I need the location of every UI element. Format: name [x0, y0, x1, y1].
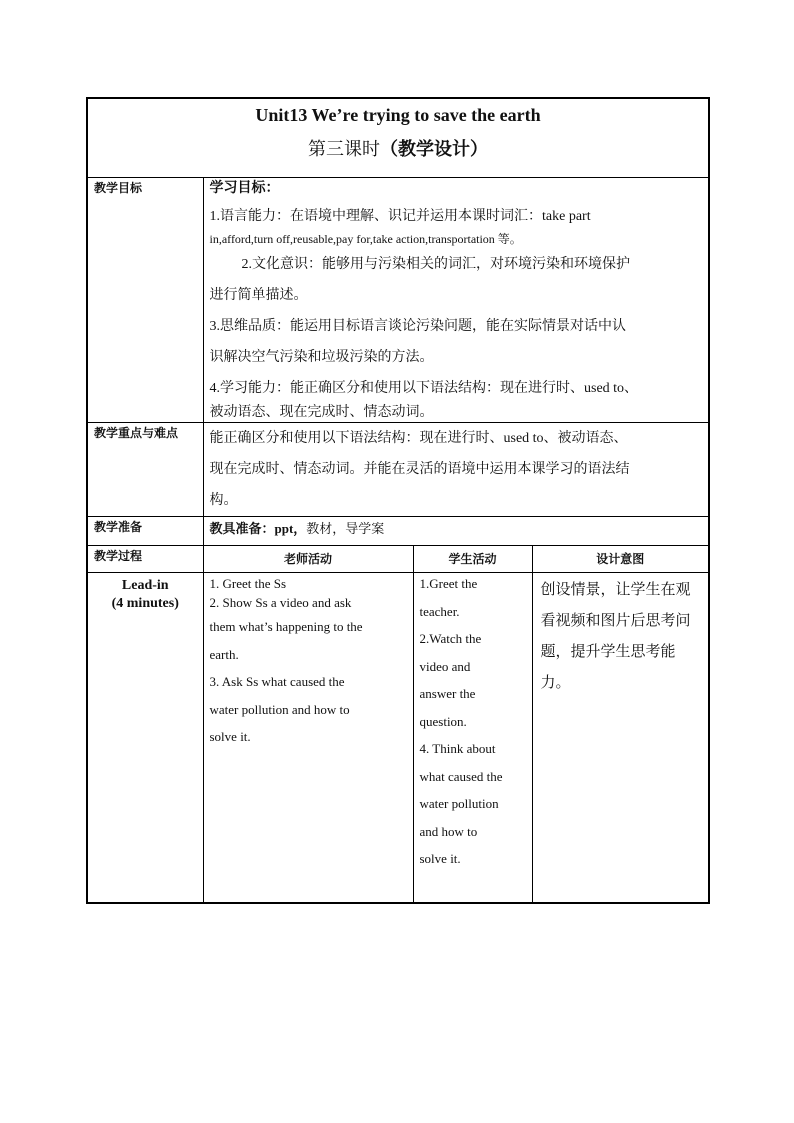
leadin-teacher-cell	[203, 573, 413, 903]
focus-row	[87, 423, 709, 517]
title-chinese-plain: 第三课时	[308, 139, 381, 159]
leadin-student-cell	[413, 573, 532, 903]
focus-line-3: 构。	[209, 493, 238, 508]
title-chinese	[88, 137, 708, 161]
design-intent-header: 设计意图	[532, 546, 709, 573]
teacher-line-5: 3. Ask Ss what caused the	[209, 674, 345, 689]
objectives-row	[87, 178, 709, 423]
title-english: Unit13 We’re trying to save the earth	[255, 105, 541, 125]
title-chinese-bold: （教学设计）	[380, 139, 489, 159]
objectives-content	[203, 178, 709, 423]
lesson-plan-table	[86, 97, 710, 904]
objective-2-line-b: 进行简单描述。	[209, 288, 308, 303]
teacher-line-6: water pollution and how to	[209, 701, 350, 717]
student-line-11: solve it.	[419, 851, 461, 866]
objectives-label: 教学目标	[87, 178, 203, 423]
preparation-rest: 教材，导学案	[306, 521, 385, 536]
preparation-row	[87, 517, 709, 546]
preparation-bold: 教具准备：ppt，	[209, 521, 307, 536]
teacher-line-2: 2. Show Ss a video and ask	[209, 595, 352, 610]
student-line-8: what caused the	[419, 768, 503, 784]
objective-3-line-a: 3.思维品质：能运用目标语言谈论污染问题，能在实际情景对话中认	[209, 319, 626, 334]
teacher-activity-header: 老师活动	[203, 546, 413, 573]
teacher-line-4: earth.	[209, 646, 239, 662]
student-line-2: teacher.	[419, 603, 460, 619]
objective-4-line-a: 4.学习能力：能正确区分和使用以下语法结构：现在进行时、used to、	[209, 381, 639, 396]
process-label: 教学过程	[87, 546, 203, 573]
teacher-line-3: them what’s happening to the	[209, 619, 363, 634]
preparation-content	[203, 517, 709, 546]
preparation-label: 教学准备	[87, 517, 203, 546]
objectives-heading: 学习目标：	[209, 181, 280, 196]
student-line-7: 4. Think about	[419, 741, 496, 756]
student-activity-header: 学生活动	[413, 546, 532, 573]
objective-4-line-b: 被动语态、现在完成时、情态动词。	[209, 405, 434, 420]
intent-line-3: 题，提升学生思考能	[540, 644, 676, 660]
student-line-9: water pollution	[419, 796, 499, 811]
objective-1-line-b: in,afford,turn off,reusable,pay for,take action,transportation 等。	[209, 232, 522, 246]
intent-line-1: 创设情景，让学生在观	[540, 582, 691, 598]
student-line-10: and how to	[419, 823, 478, 839]
leadin-stage-cell	[87, 573, 203, 903]
title-row	[87, 98, 709, 178]
teacher-line-1: 1. Greet the Ss	[209, 576, 287, 591]
leadin-row	[87, 573, 709, 903]
intent-line-4: 力。	[540, 675, 571, 691]
student-line-1: 1.Greet the	[419, 576, 478, 591]
focus-line-1: 能正确区分和使用以下语法结构：现在进行时、used to、被动语态、	[209, 431, 628, 446]
objective-1-line-a: 1.语言能力：在语境中理解、识记并运用本课时词汇：take part	[209, 209, 591, 224]
teacher-line-7: solve it.	[209, 729, 251, 744]
leadin-time: (4 minutes)	[111, 596, 179, 611]
student-line-6: question.	[419, 713, 467, 729]
title-cell	[87, 98, 709, 178]
focus-content	[203, 423, 709, 517]
focus-label: 教学重点与难点	[87, 423, 203, 517]
focus-line-2: 现在完成时、情态动词。并能在灵活的语境中运用本课学习的语法结	[209, 462, 630, 477]
leadin-stage: Lead-in	[121, 578, 169, 593]
student-line-4: video and	[419, 658, 471, 674]
student-line-5: answer the	[419, 686, 476, 701]
leadin-intent-cell	[532, 573, 709, 903]
student-line-3: 2.Watch the	[419, 631, 482, 646]
intent-line-2: 看视频和图片后思考问	[540, 613, 691, 629]
objective-3-line-b: 识解决空气污染和垃圾污染的方法。	[209, 350, 434, 365]
process-header-row	[87, 546, 709, 573]
objective-2-line-a: 2.文化意识：能够用与污染相关的词汇，对环境污染和环境保护	[241, 257, 630, 272]
